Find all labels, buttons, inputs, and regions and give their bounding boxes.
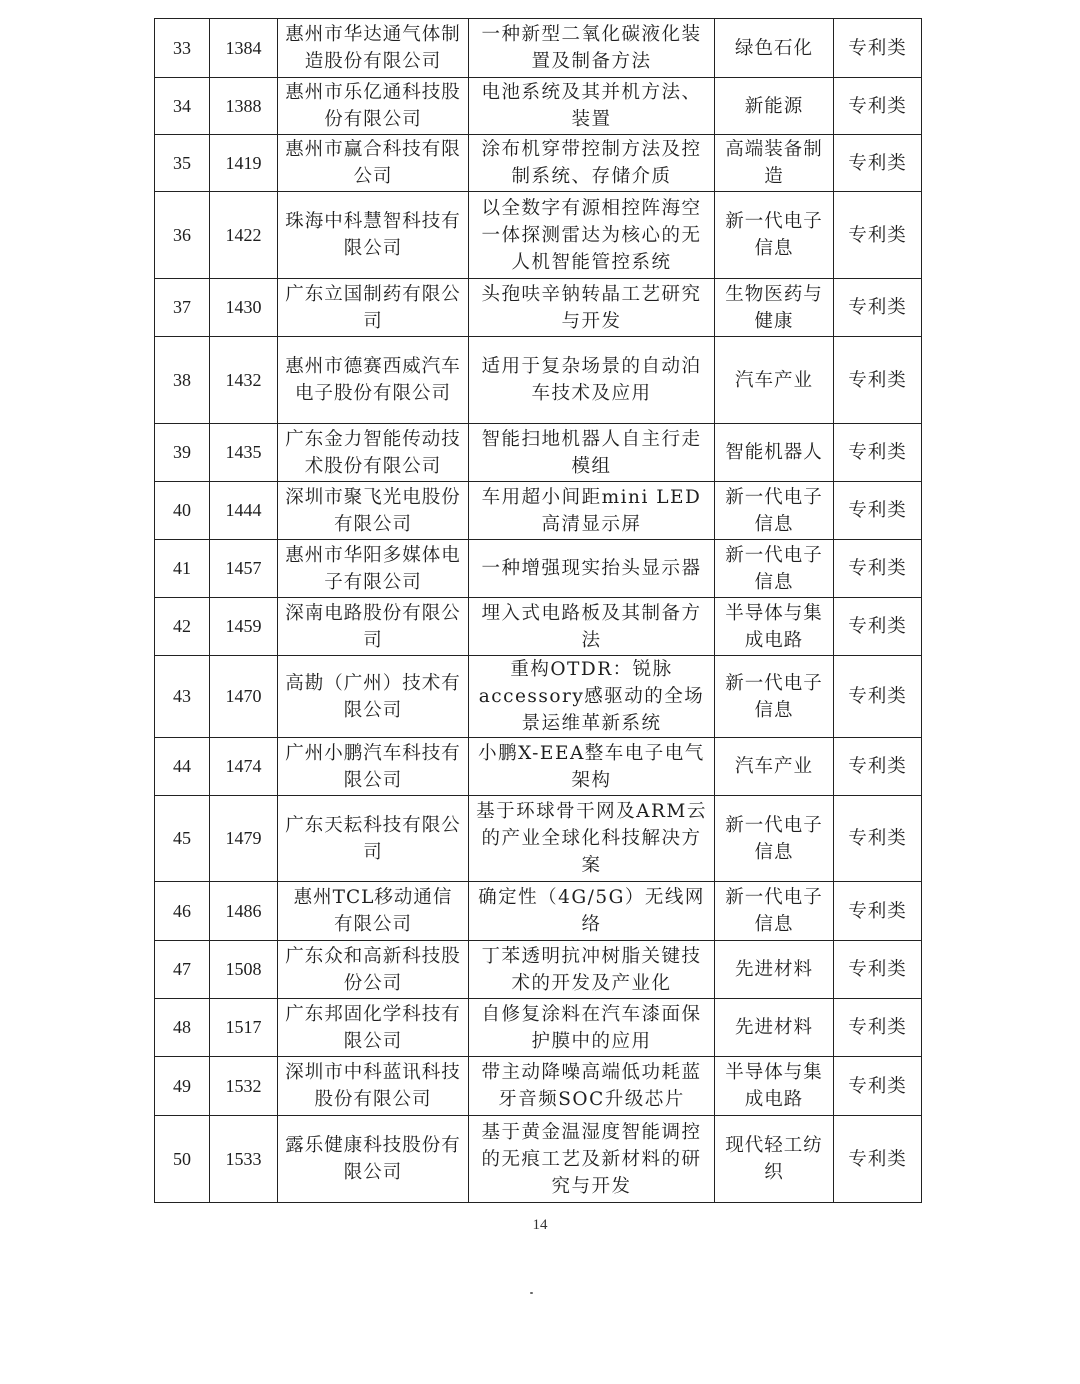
seq-cell: 45 [155, 796, 210, 882]
project-cell: 确定性（4G/5G）无线网络 [469, 882, 715, 941]
project-cell: 基于环球骨干网及ARM云的产业全球化科技解决方案 [469, 796, 715, 882]
category-cell: 专利类 [834, 941, 922, 999]
category-cell: 专利类 [834, 882, 922, 941]
category-cell: 专利类 [834, 19, 922, 78]
industry-cell: 新一代电子信息 [715, 482, 834, 540]
table-row [155, 337, 922, 424]
code-cell: 1459 [210, 598, 278, 656]
code-cell: 1474 [210, 738, 278, 796]
project-cell: 小鹏X-EEA整车电子电气架构 [469, 738, 715, 796]
company-cell: 广州小鹏汽车科技有限公司 [278, 738, 469, 796]
company-cell: 广东立国制药有限公司 [278, 279, 469, 337]
industry-cell: 新一代电子信息 [715, 192, 834, 279]
code-cell: 1432 [210, 337, 278, 424]
project-cell: 头孢呋辛钠转晶工艺研究与开发 [469, 279, 715, 337]
table-row [155, 656, 922, 738]
project-cell: 一种增强现实抬头显示器 [469, 540, 715, 598]
code-cell: 1430 [210, 279, 278, 337]
category-cell: 专利类 [834, 1116, 922, 1203]
industry-cell: 新一代电子信息 [715, 796, 834, 882]
code-cell: 1533 [210, 1116, 278, 1203]
scan-speck [530, 1292, 533, 1294]
project-cell: 车用超小间距mini LED高清显示屏 [469, 482, 715, 540]
company-cell: 广东金力智能传动技术股份有限公司 [278, 424, 469, 482]
seq-cell: 35 [155, 135, 210, 192]
industry-cell: 汽车产业 [715, 337, 834, 424]
industry-cell: 生物医药与健康 [715, 279, 834, 337]
project-cell: 带主动降噪高端低功耗蓝牙音频SOC升级芯片 [469, 1057, 715, 1116]
company-cell: 高勘（广州）技术有限公司 [278, 656, 469, 738]
seq-cell: 43 [155, 656, 210, 738]
company-cell: 惠州TCL移动通信有限公司 [278, 882, 469, 941]
company-cell: 深圳市中科蓝讯科技股份有限公司 [278, 1057, 469, 1116]
project-cell: 电池系统及其并机方法、装置 [469, 78, 715, 135]
seq-cell: 39 [155, 424, 210, 482]
category-cell: 专利类 [834, 279, 922, 337]
code-cell: 1470 [210, 656, 278, 738]
code-cell: 1457 [210, 540, 278, 598]
industry-cell: 智能机器人 [715, 424, 834, 482]
code-cell: 1479 [210, 796, 278, 882]
code-cell: 1384 [210, 19, 278, 78]
code-cell: 1486 [210, 882, 278, 941]
category-cell: 专利类 [834, 424, 922, 482]
project-cell: 丁苯透明抗冲树脂关键技术的开发及产业化 [469, 941, 715, 999]
project-cell: 埋入式电路板及其制备方法 [469, 598, 715, 656]
industry-cell: 高端装备制造 [715, 135, 834, 192]
industry-cell: 先进材料 [715, 999, 834, 1057]
company-cell: 深圳市聚飞光电股份有限公司 [278, 482, 469, 540]
industry-cell: 半导体与集成电路 [715, 1057, 834, 1116]
industry-cell: 先进材料 [715, 941, 834, 999]
industry-cell: 现代轻工纺织 [715, 1116, 834, 1203]
company-cell: 惠州市赢合科技有限公司 [278, 135, 469, 192]
table-row [155, 78, 922, 135]
project-cell: 基于黄金温湿度智能调控的无痕工艺及新材料的研究与开发 [469, 1116, 715, 1203]
company-cell: 深南电路股份有限公司 [278, 598, 469, 656]
table-row [155, 135, 922, 192]
project-cell: 重构OTDR：锐脉accessory感驱动的全场景运维革新系统 [469, 656, 715, 738]
seq-cell: 37 [155, 279, 210, 337]
seq-cell: 49 [155, 1057, 210, 1116]
code-cell: 1422 [210, 192, 278, 279]
category-cell: 专利类 [834, 999, 922, 1057]
table-body [155, 19, 922, 1203]
company-cell: 惠州市乐亿通科技股份有限公司 [278, 78, 469, 135]
table-row [155, 540, 922, 598]
project-cell: 自修复涂料在汽车漆面保护膜中的应用 [469, 999, 715, 1057]
company-cell: 惠州市德赛西威汽车电子股份有限公司 [278, 337, 469, 424]
seq-cell: 34 [155, 78, 210, 135]
project-cell: 涂布机穿带控制方法及控制系统、存储介质 [469, 135, 715, 192]
company-cell: 惠州市华达通气体制造股份有限公司 [278, 19, 469, 78]
industry-cell: 绿色石化 [715, 19, 834, 78]
company-cell: 惠州市华阳多媒体电子有限公司 [278, 540, 469, 598]
code-cell: 1388 [210, 78, 278, 135]
category-cell: 专利类 [834, 135, 922, 192]
company-cell: 广东天耘科技有限公司 [278, 796, 469, 882]
company-cell: 露乐健康科技股份有限公司 [278, 1116, 469, 1203]
seq-cell: 48 [155, 999, 210, 1057]
category-cell: 专利类 [834, 598, 922, 656]
category-cell: 专利类 [834, 1057, 922, 1116]
code-cell: 1532 [210, 1057, 278, 1116]
table-row [155, 19, 922, 78]
seq-cell: 50 [155, 1116, 210, 1203]
category-cell: 专利类 [834, 796, 922, 882]
code-cell: 1444 [210, 482, 278, 540]
seq-cell: 46 [155, 882, 210, 941]
code-cell: 1508 [210, 941, 278, 999]
seq-cell: 41 [155, 540, 210, 598]
company-cell: 广东众和高新科技股份公司 [278, 941, 469, 999]
seq-cell: 36 [155, 192, 210, 279]
seq-cell: 47 [155, 941, 210, 999]
code-cell: 1435 [210, 424, 278, 482]
category-cell: 专利类 [834, 540, 922, 598]
project-cell: 一种新型二氧化碳液化装置及制备方法 [469, 19, 715, 78]
category-cell: 专利类 [834, 482, 922, 540]
industry-cell: 半导体与集成电路 [715, 598, 834, 656]
table-row [155, 1057, 922, 1116]
category-cell: 专利类 [834, 78, 922, 135]
industry-cell: 新一代电子信息 [715, 656, 834, 738]
table-row [155, 882, 922, 941]
seq-cell: 40 [155, 482, 210, 540]
table-row [155, 738, 922, 796]
seq-cell: 42 [155, 598, 210, 656]
category-cell: 专利类 [834, 738, 922, 796]
project-cell: 智能扫地机器人自主行走模组 [469, 424, 715, 482]
industry-cell: 新能源 [715, 78, 834, 135]
table-row [155, 598, 922, 656]
company-cell: 珠海中科慧智科技有限公司 [278, 192, 469, 279]
industry-cell: 新一代电子信息 [715, 540, 834, 598]
project-table [154, 18, 922, 1203]
table-row [155, 482, 922, 540]
industry-cell: 新一代电子信息 [715, 882, 834, 941]
company-cell: 广东邦固化学科技有限公司 [278, 999, 469, 1057]
project-cell: 以全数字有源相控阵海空一体探测雷达为核心的无人机智能管控系统 [469, 192, 715, 279]
category-cell: 专利类 [834, 337, 922, 424]
table-row [155, 941, 922, 999]
category-cell: 专利类 [834, 656, 922, 738]
table-row [155, 1116, 922, 1203]
table-row [155, 192, 922, 279]
code-cell: 1517 [210, 999, 278, 1057]
project-cell: 适用于复杂场景的自动泊车技术及应用 [469, 337, 715, 424]
table-row [155, 279, 922, 337]
seq-cell: 44 [155, 738, 210, 796]
industry-cell: 汽车产业 [715, 738, 834, 796]
page-number: 14 [532, 1217, 548, 1233]
seq-cell: 38 [155, 337, 210, 424]
category-cell: 专利类 [834, 192, 922, 279]
code-cell: 1419 [210, 135, 278, 192]
table-row [155, 796, 922, 882]
table-row [155, 999, 922, 1057]
seq-cell: 33 [155, 19, 210, 78]
table-row [155, 424, 922, 482]
